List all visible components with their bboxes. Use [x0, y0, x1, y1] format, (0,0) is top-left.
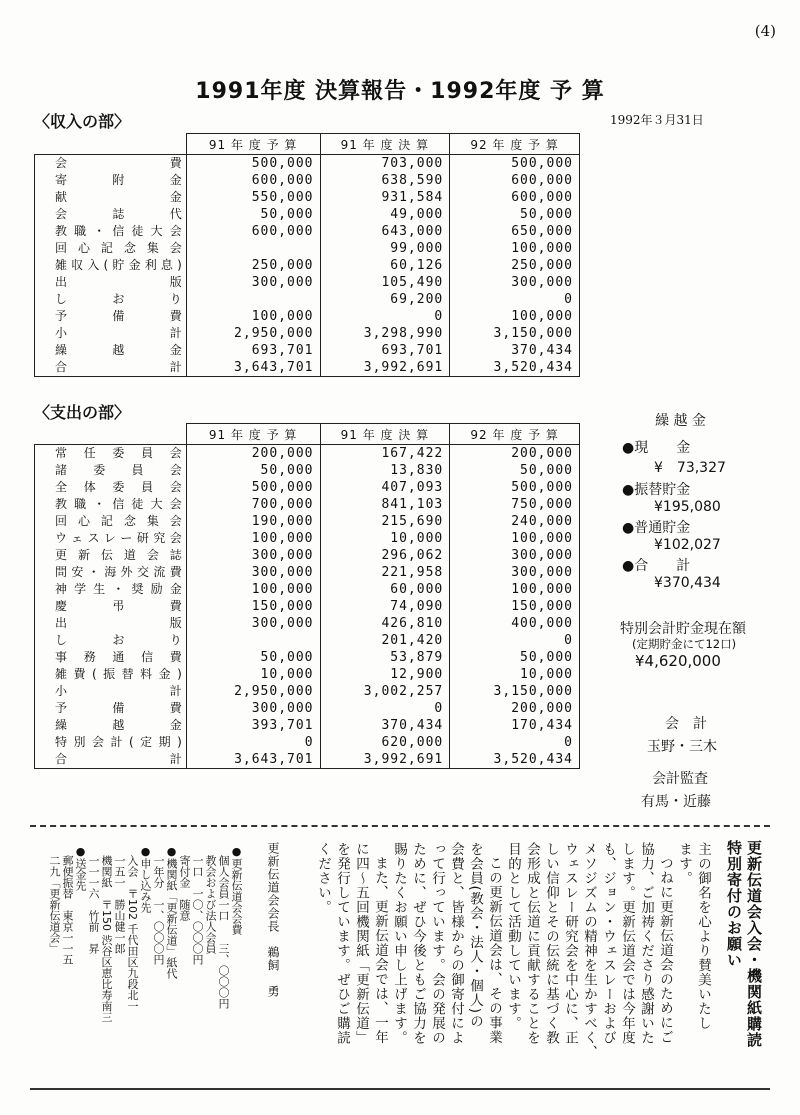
table-row — [35, 342, 580, 359]
table-row — [35, 206, 580, 223]
row-value: 221,958 — [320, 564, 450, 581]
row-value: 50,000 — [186, 462, 320, 479]
accountant-names: 玉野・三木 — [647, 739, 717, 755]
row-value: 0 — [450, 291, 580, 308]
special-amount: ¥4,620,000 — [635, 652, 721, 670]
income-col-header: 92 年 度 予 算 — [450, 134, 580, 155]
appeal-line: 協力、ご加祷くださり感謝いた — [638, 842, 654, 1045]
row-value: 150,000 — [450, 598, 580, 615]
row-value: 0 — [186, 734, 320, 751]
row-value: 750,000 — [450, 496, 580, 513]
row-value: 2,950,000 — [186, 683, 320, 700]
row-label: 教職・信徒大会 — [35, 223, 187, 240]
info-line: 一口 一〇、〇〇〇円 — [191, 855, 204, 965]
appeal-line: しい信仰とその伝統に基づく教 — [543, 842, 559, 1045]
row-label: 雑収入(貯金利息) — [35, 257, 187, 274]
row-value — [186, 291, 320, 308]
table-row — [35, 496, 580, 513]
appeal-line: ます。 — [676, 842, 692, 886]
row-value: 3,643,701 — [186, 751, 320, 769]
expense-col-header: 91 年 度 予 算 — [186, 424, 320, 445]
dashed-divider — [30, 825, 770, 827]
appeal-line: します。更新伝道会では今年度 — [619, 842, 635, 1045]
row-value: 10,000 — [320, 530, 450, 547]
table-row — [35, 530, 580, 547]
page-number: (4) — [754, 22, 776, 40]
row-label: 更新伝道会誌 — [35, 547, 187, 564]
row-label: 予備費 — [35, 308, 187, 325]
income-col-header: 91 年 度 決 算 — [320, 134, 450, 155]
row-value: 170,434 — [450, 717, 580, 734]
table-row — [35, 564, 580, 581]
row-label: 合計 — [35, 751, 187, 769]
table-row — [35, 172, 580, 189]
row-label: 小計 — [35, 683, 187, 700]
row-value: 300,000 — [186, 615, 320, 632]
appeal-line: 目的として活動しています。 — [505, 842, 521, 1031]
row-value: 3,298,990 — [320, 325, 450, 342]
special-note: (定期貯金にて12口) — [632, 637, 737, 651]
row-value: 100,000 — [186, 308, 320, 325]
row-label: 会誌代 — [35, 206, 187, 223]
appeal-title: 更新伝道会入会・機関紙購読 特別寄付のお願い — [725, 840, 763, 1048]
info-line: 二九「更新伝道会」 — [48, 855, 61, 954]
expense-heading: 〈支出の部〉 — [34, 403, 131, 422]
row-value: 3,002,257 — [320, 683, 450, 700]
row-value: 10,000 — [186, 666, 320, 683]
row-value: 931,584 — [320, 189, 450, 206]
row-value: 841,103 — [320, 496, 450, 513]
row-value: 300,000 — [450, 564, 580, 581]
table-row — [35, 547, 580, 564]
carryover-item: ●現 金 ¥ 73,327 — [622, 440, 726, 476]
carryover-item: ●普通貯金 ¥102,027 — [622, 520, 721, 553]
table-row — [35, 223, 580, 240]
row-value: 600,000 — [450, 172, 580, 189]
row-value: 105,490 — [320, 274, 450, 291]
carryover-item: ●振替貯金 ¥195,080 — [622, 482, 721, 515]
row-value: 50,000 — [186, 206, 320, 223]
income-col-header: 91 年 度 予 算 — [186, 134, 320, 155]
table-row — [35, 751, 580, 769]
table-row — [35, 462, 580, 479]
row-label: 雑費(振替料金) — [35, 666, 187, 683]
row-label: 特別会計(定期) — [35, 734, 187, 751]
row-value: 703,000 — [320, 155, 450, 173]
expense-table — [34, 423, 580, 769]
row-label: 問安・海外交流費 — [35, 564, 187, 581]
income-header-blank — [35, 134, 187, 155]
info-line: 入会 〒102 千代田区九段北一 — [126, 855, 139, 1012]
row-value: 400,000 — [450, 615, 580, 632]
table-row — [35, 666, 580, 683]
row-value: 2,950,000 — [186, 325, 320, 342]
table-row — [35, 274, 580, 291]
info-line: 寄付金 随意 — [178, 855, 191, 921]
row-value: 0 — [320, 700, 450, 717]
row-label: 献金 — [35, 189, 187, 206]
expense-col-header: 92 年 度 予 算 — [450, 424, 580, 445]
appeal-line: 会形成と伝道に貢献することを — [524, 842, 540, 1045]
info-line: 教会および法人会員 — [204, 855, 217, 954]
row-value: 167,422 — [320, 445, 450, 463]
row-value: 407,093 — [320, 479, 450, 496]
row-value: 215,690 — [320, 513, 450, 530]
row-value: 3,643,701 — [186, 359, 320, 377]
row-label: 事務通信費 — [35, 649, 187, 666]
table-row — [35, 513, 580, 530]
row-value: 500,000 — [450, 155, 580, 173]
row-value: 3,150,000 — [450, 325, 580, 342]
row-label: ウェスレー研究会 — [35, 530, 187, 547]
appeal-line: 主の御名を心より賛美いたし — [695, 842, 711, 1031]
row-value: 600,000 — [186, 172, 320, 189]
appeal-line: この更新伝道会は、その事業 — [486, 856, 502, 1045]
table-row — [35, 581, 580, 598]
row-value: 200,000 — [450, 700, 580, 717]
info-line: ●送金先 — [74, 845, 87, 891]
row-value: 49,000 — [320, 206, 450, 223]
row-value: 3,992,691 — [320, 359, 450, 377]
appeal-line: ために、ぜひ今後ともご協力を — [410, 842, 426, 1045]
table-row — [35, 479, 580, 496]
expense-col-header: 91 年 度 決 算 — [320, 424, 450, 445]
row-value: 240,000 — [450, 513, 580, 530]
special-heading: 特別会計貯金現在額 — [620, 621, 746, 637]
row-value: 296,062 — [320, 547, 450, 564]
row-label: 繰越金 — [35, 342, 187, 359]
row-value: 643,000 — [320, 223, 450, 240]
row-label: しおり — [35, 291, 187, 308]
row-value: 500,000 — [186, 155, 320, 173]
row-value: 650,000 — [450, 223, 580, 240]
info-line: ●申し込み先 — [139, 845, 152, 913]
row-value: 300,000 — [450, 274, 580, 291]
row-value: 300,000 — [186, 564, 320, 581]
accountant-role: 会 計 — [665, 716, 707, 732]
income-rows — [35, 155, 580, 377]
row-value: 13,830 — [320, 462, 450, 479]
bottom-rule — [30, 1088, 770, 1090]
appeal-line: つねに更新伝道会のためにご — [657, 856, 673, 1045]
row-value: 300,000 — [186, 700, 320, 717]
row-label: 繰越金 — [35, 717, 187, 734]
table-row — [35, 700, 580, 717]
row-value — [186, 632, 320, 649]
info-line: 一一一六 竹前 昇 — [87, 855, 100, 954]
appeal-line: メソジズムの精神を生かすべく、 — [581, 842, 597, 1060]
row-value: 600,000 — [186, 223, 320, 240]
table-row — [35, 632, 580, 649]
row-value: 620,000 — [320, 734, 450, 751]
row-label: 回心記念集会 — [35, 513, 187, 530]
table-row — [35, 445, 580, 463]
carryover-heading: 繰 越 金 — [655, 413, 706, 429]
auditor-role: 会計監査 — [652, 771, 708, 787]
table-row — [35, 325, 580, 342]
row-label: 全体委員会 — [35, 479, 187, 496]
table-row — [35, 359, 580, 377]
row-value: 100,000 — [450, 308, 580, 325]
row-value: 74,090 — [320, 598, 450, 615]
row-value: 200,000 — [186, 445, 320, 463]
row-value: 0 — [320, 308, 450, 325]
info-line: 機関紙 〒150 渋谷区恵比寿南三 — [100, 855, 113, 1023]
row-value: 10,000 — [450, 666, 580, 683]
row-value: 60,000 — [320, 581, 450, 598]
row-value: 700,000 — [186, 496, 320, 513]
table-row — [35, 291, 580, 308]
row-value: 500,000 — [186, 479, 320, 496]
appeal-line: も、ジョン・ウェスレーおよび — [600, 842, 616, 1045]
table-row — [35, 717, 580, 734]
appeal-line: を会員(教会・法人・個人)の — [467, 842, 483, 1029]
info-line: ●更新伝道会会費 — [230, 845, 243, 935]
row-value: 100,000 — [450, 530, 580, 547]
table-row — [35, 734, 580, 751]
row-label: しおり — [35, 632, 187, 649]
row-label: 慶弔費 — [35, 598, 187, 615]
row-value: 600,000 — [450, 189, 580, 206]
table-row — [35, 257, 580, 274]
row-value: 300,000 — [186, 274, 320, 291]
table-row — [35, 683, 580, 700]
row-value: 100,000 — [186, 530, 320, 547]
row-value: 200,000 — [450, 445, 580, 463]
row-value: 99,000 — [320, 240, 450, 257]
row-label: 会費 — [35, 155, 187, 173]
income-table — [34, 133, 580, 377]
row-value: 53,879 — [320, 649, 450, 666]
carryover-list — [622, 437, 772, 591]
row-value: 150,000 — [186, 598, 320, 615]
page-title: 1991年度 決算報告・1992年度 予 算 — [195, 79, 605, 104]
row-value: 0 — [450, 734, 580, 751]
appeal-info — [48, 845, 243, 1080]
row-value: 12,900 — [320, 666, 450, 683]
row-value: 250,000 — [186, 257, 320, 274]
row-value: 201,420 — [320, 632, 450, 649]
row-value: 250,000 — [450, 257, 580, 274]
row-value: 693,701 — [186, 342, 320, 359]
row-value: 3,992,691 — [320, 751, 450, 769]
expense-header-blank — [35, 424, 187, 445]
row-label: 回心記念集会 — [35, 240, 187, 257]
info-line: 一年分 一、〇〇〇円 — [152, 855, 165, 965]
table-row — [35, 615, 580, 632]
report-date: 1992年３月31日 — [610, 113, 704, 127]
row-label: 教職・信徒大会 — [35, 496, 187, 513]
appeal-line: って行っています。会の発展の — [429, 842, 445, 1045]
row-value: 3,520,434 — [450, 751, 580, 769]
row-value: 100,000 — [450, 581, 580, 598]
appeal-line: 会費と、皆様からの御寄付によ — [448, 842, 464, 1045]
row-value: 300,000 — [186, 547, 320, 564]
row-value: 500,000 — [450, 479, 580, 496]
row-value: 100,000 — [450, 240, 580, 257]
row-value: 50,000 — [450, 462, 580, 479]
row-value: 370,434 — [320, 717, 450, 734]
row-value: 190,000 — [186, 513, 320, 530]
income-heading: 〈収入の部〉 — [34, 112, 131, 131]
row-value: 300,000 — [450, 547, 580, 564]
row-label: 出版 — [35, 274, 187, 291]
table-row — [35, 649, 580, 666]
auditor-names: 有馬・近藤 — [641, 794, 711, 810]
carryover-item: ●合 計 ¥370,434 — [622, 558, 721, 591]
row-value: 69,200 — [320, 291, 450, 308]
row-value: 60,126 — [320, 257, 450, 274]
row-value: 693,701 — [320, 342, 450, 359]
row-label: 合計 — [35, 359, 187, 377]
row-label: 神学生・奨励金 — [35, 581, 187, 598]
row-value: 3,150,000 — [450, 683, 580, 700]
table-row — [35, 598, 580, 615]
appeal-signature: 更新伝道会会長 鵜飼 勇 — [266, 842, 280, 998]
row-value: 638,590 — [320, 172, 450, 189]
info-line: ●機関紙「更新伝道」紙代 — [165, 845, 178, 979]
table-row — [35, 308, 580, 325]
table-row — [35, 189, 580, 206]
appeal-line: ウェスレー研究会を中心に、正 — [562, 842, 578, 1045]
appeal-line: を発行しています。ぜひご購読 — [334, 842, 350, 1045]
info-line: 郵便振替 東京一一五 — [61, 855, 74, 965]
expense-rows — [35, 445, 580, 769]
table-row — [35, 155, 580, 173]
row-label: 寄附金 — [35, 172, 187, 189]
row-value: 3,520,434 — [450, 359, 580, 377]
row-value: 393,701 — [186, 717, 320, 734]
row-label: 諸委員会 — [35, 462, 187, 479]
info-line: 個人会員一口 三、〇〇〇円 — [217, 855, 230, 1009]
table-row — [35, 240, 580, 257]
row-value: 426,810 — [320, 615, 450, 632]
appeal-body — [313, 842, 712, 1082]
appeal-line: また、更新伝道会では、一年 — [372, 856, 388, 1045]
row-label: 常任委員会 — [35, 445, 187, 463]
row-value: 370,434 — [450, 342, 580, 359]
row-value: 100,000 — [186, 581, 320, 598]
row-label: 予備費 — [35, 700, 187, 717]
row-value: 0 — [450, 632, 580, 649]
appeal-line: 賜りたくお願い申し上げます。 — [391, 842, 407, 1045]
appeal-line: ください。 — [315, 842, 331, 915]
row-value: 550,000 — [186, 189, 320, 206]
row-value: 50,000 — [186, 649, 320, 666]
row-value: 50,000 — [450, 649, 580, 666]
row-label: 小計 — [35, 325, 187, 342]
row-label: 出版 — [35, 615, 187, 632]
info-line: 一五一 勝山健一郎 — [113, 855, 126, 954]
row-value — [186, 240, 320, 257]
appeal-line: に四〜五回機関紙「更新伝道」 — [353, 842, 369, 1045]
row-value: 50,000 — [450, 206, 580, 223]
